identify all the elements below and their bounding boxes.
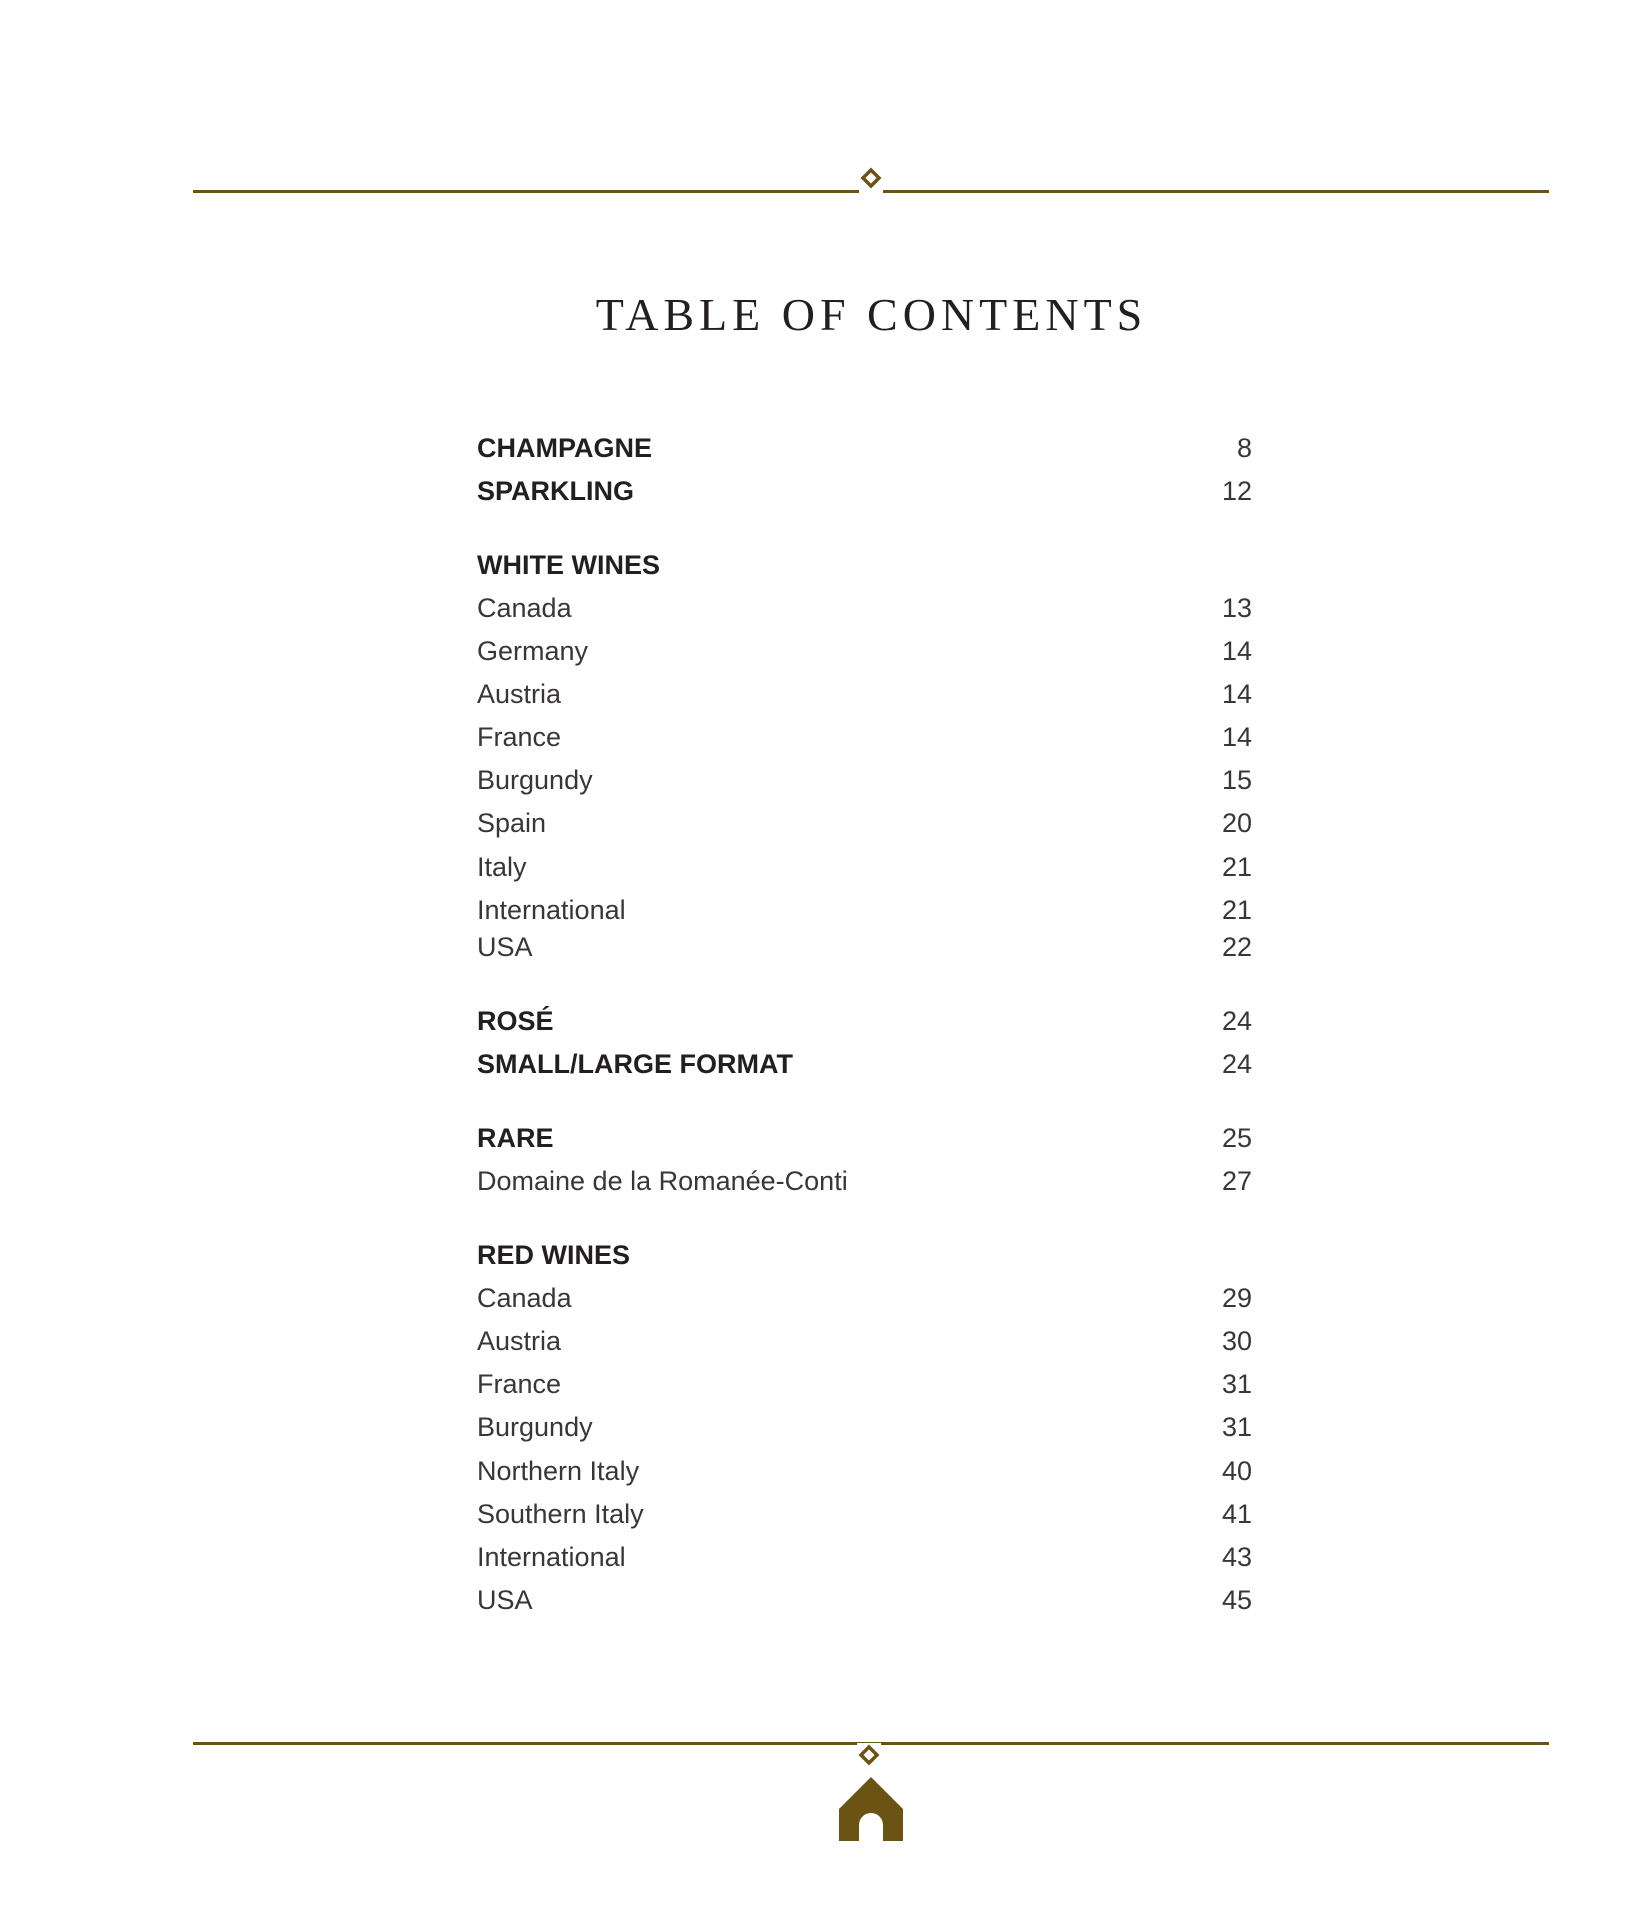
toc-entry-label: Burgundy bbox=[477, 765, 593, 795]
toc-page-number: 12 bbox=[1221, 476, 1252, 506]
toc-page-number: 31 bbox=[1221, 1412, 1252, 1442]
toc-entry-label: Northern Italy bbox=[477, 1456, 640, 1486]
page-title: TABLE OF CONTENTS bbox=[595, 289, 1148, 340]
toc-page-number: 14 bbox=[1221, 636, 1252, 666]
toc-entry-label: Austria bbox=[477, 679, 562, 709]
toc-page-number: 41 bbox=[1221, 1499, 1252, 1529]
toc-entry[interactable] bbox=[477, 1407, 1252, 1447]
toc-entry-label: Burgundy bbox=[477, 1412, 593, 1442]
toc-entry[interactable] bbox=[477, 1494, 1252, 1534]
toc-entry[interactable] bbox=[477, 760, 1252, 800]
toc-entry-label: France bbox=[477, 722, 562, 752]
toc-entry[interactable] bbox=[477, 1161, 1252, 1201]
toc-page-number: 21 bbox=[1221, 852, 1252, 882]
toc-entry-label: RED WINES bbox=[477, 1240, 631, 1270]
toc-entry[interactable] bbox=[477, 1364, 1252, 1404]
toc-entry-label: Germany bbox=[477, 636, 589, 666]
toc-page-number: 43 bbox=[1221, 1542, 1252, 1572]
toc-entry-label: SMALL/LARGE FORMAT bbox=[477, 1049, 793, 1079]
toc-entry-label: USA bbox=[477, 932, 533, 962]
toc-entry-label: Domaine de la Romanée-Conti bbox=[477, 1166, 848, 1196]
toc-section-heading[interactable] bbox=[477, 1044, 1252, 1084]
toc-entry-label: ROSÉ bbox=[477, 1006, 554, 1036]
toc-entry[interactable] bbox=[477, 1278, 1252, 1318]
toc-section-heading[interactable] bbox=[477, 471, 1252, 511]
toc-page-number: 8 bbox=[1236, 433, 1252, 463]
toc-entry[interactable] bbox=[477, 631, 1252, 671]
diamond-ornament-icon bbox=[859, 167, 883, 193]
toc-page-number: 45 bbox=[1221, 1585, 1252, 1615]
toc-entry[interactable] bbox=[477, 927, 1252, 967]
toc-page-number: 27 bbox=[1221, 1166, 1252, 1196]
toc-section-heading[interactable] bbox=[477, 1001, 1252, 1041]
toc-entry[interactable] bbox=[477, 847, 1252, 887]
toc-entry[interactable] bbox=[477, 588, 1252, 628]
diamond-ornament-icon bbox=[857, 1743, 881, 1769]
toc-entry-label: Italy bbox=[477, 852, 527, 882]
toc-entry-label: Canada bbox=[477, 1283, 572, 1313]
toc-entry[interactable] bbox=[477, 803, 1252, 843]
toc-entry[interactable] bbox=[477, 890, 1252, 930]
toc-entry[interactable] bbox=[477, 1580, 1252, 1620]
toc-page-number: 30 bbox=[1221, 1326, 1252, 1356]
toc-page-number: 22 bbox=[1221, 932, 1252, 962]
toc-entry-label: International bbox=[477, 895, 626, 925]
toc-page-number: 13 bbox=[1221, 593, 1252, 623]
toc-entry-label: Spain bbox=[477, 808, 547, 838]
toc-page-number: 15 bbox=[1221, 765, 1252, 795]
toc-entry[interactable] bbox=[477, 674, 1252, 714]
toc-page-number: 14 bbox=[1221, 679, 1252, 709]
toc-entry-label: International bbox=[477, 1542, 626, 1572]
toc-entry[interactable] bbox=[477, 717, 1252, 757]
toc-page-number: 25 bbox=[1221, 1123, 1252, 1153]
toc-entry[interactable] bbox=[477, 1537, 1252, 1577]
toc-entry-label: Canada bbox=[477, 593, 572, 623]
toc-section-heading[interactable] bbox=[477, 1235, 1252, 1275]
toc-entry-label: SPARKLING bbox=[477, 476, 635, 506]
toc-page-number: 31 bbox=[1221, 1369, 1252, 1399]
toc-section-heading[interactable] bbox=[477, 545, 1252, 585]
toc-entry[interactable] bbox=[477, 1451, 1252, 1491]
toc-entry-label: Southern Italy bbox=[477, 1499, 644, 1529]
toc-entry-label: Austria bbox=[477, 1326, 562, 1356]
toc-page-number: 21 bbox=[1221, 895, 1252, 925]
toc-page-number: 24 bbox=[1221, 1006, 1252, 1036]
toc-page-number: 14 bbox=[1221, 722, 1252, 752]
toc-entry-label: RARE bbox=[477, 1123, 554, 1153]
toc-entry-label: WHITE WINES bbox=[477, 550, 660, 580]
toc-entry[interactable] bbox=[477, 1321, 1252, 1361]
toc-section-heading[interactable] bbox=[477, 428, 1252, 468]
home-icon[interactable] bbox=[837, 1775, 905, 1841]
toc-page-number: 20 bbox=[1221, 808, 1252, 838]
toc-entry-label: USA bbox=[477, 1585, 533, 1615]
toc-section-heading[interactable] bbox=[477, 1118, 1252, 1158]
toc-page-number: 29 bbox=[1221, 1283, 1252, 1313]
toc-page-number: 24 bbox=[1221, 1049, 1252, 1079]
toc-entry-label: CHAMPAGNE bbox=[477, 433, 652, 463]
toc-page-number: 40 bbox=[1221, 1456, 1252, 1486]
toc-entry-label: France bbox=[477, 1369, 562, 1399]
